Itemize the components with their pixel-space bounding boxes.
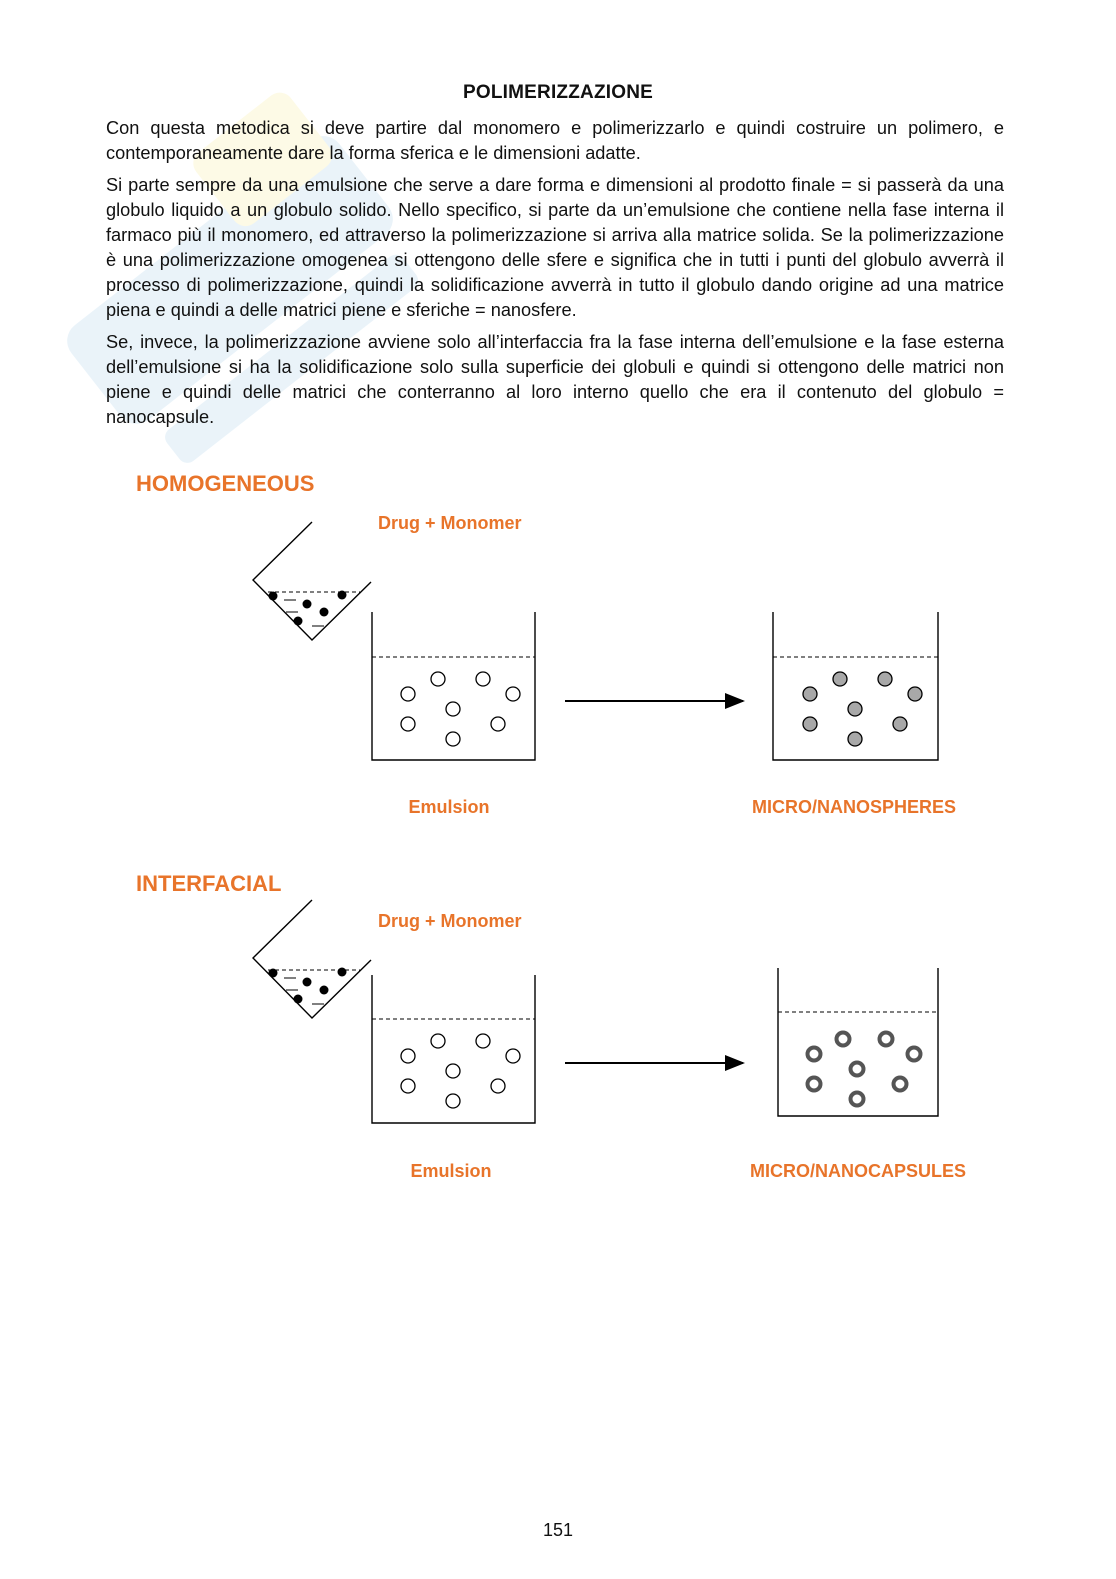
homogeneous-start-label: Emulsion — [408, 797, 490, 817]
interfacial-pouring-beaker — [253, 900, 371, 1018]
interfacial-heading: INTERFACIAL — [136, 871, 282, 896]
page-title: POLIMERIZZAZIONE — [462, 82, 654, 103]
interfacial-start-label: Emulsion — [410, 1161, 492, 1181]
paragraph-1: Con questa metodica si deve partire dal monomero e polimerizzarlo e quindi costruire un polimero, e contemporaneamente dare la forma sferica e le dimensioni adatte. — [106, 118, 1004, 163]
nanocapsules-particles — [808, 1033, 921, 1106]
interfacial-emulsion-globules — [401, 1034, 520, 1108]
interfacial-input-label: Drug + Monomer — [378, 911, 522, 931]
homogeneous-heading: HOMOGENEOUS — [136, 471, 315, 496]
nanospheres-particles — [803, 672, 922, 746]
homogeneous-pouring-beaker — [253, 522, 371, 640]
paragraph-3: Se, invece, la polimerizzazione avviene solo all’interfaccia fra la fase interna dell’emulsione e la fase esterna dell’emulsione si ha la solidificazione solo sulla superficie dei globuli e quindi si ottengono delle matrici non piene e quindi delle matrici che conterranno al loro interno quello che era il contenuto del globulo = nanocapsule. — [106, 332, 1004, 427]
interfacial-result-label: MICRO/NANOCAPSULES — [749, 1161, 967, 1181]
paragraph-2: Si parte sempre da una emulsione che serve a dare forma e dimensioni al prodotto finale = si passerà da una globulo liquido a un globulo solido. Nello specifico, si parte da un’emulsione che contiene nella fase interna il farmaco più il monomero, ed attraverso la polimerizzazione si arriva alla matrice solida. Se la polimerizzazione è una polimerizzazione omogenea si ottengono delle sfere e significa che in tutti i punti del globulo avverrà il processo di polimerizzazione, quindi la solidificazione avverrà in tutto il globulo dando origine ad una matrice piena e quindi a delle matrici piene e sferiche = nanosfere. — [106, 175, 1004, 320]
homogeneous-result-label: MICRO/NANOSPHERES — [751, 797, 957, 817]
homogeneous-input-label: Drug + Monomer — [378, 513, 522, 533]
homogeneous-emulsion-globules — [401, 672, 520, 746]
page-number: 151 — [542, 1520, 574, 1540]
